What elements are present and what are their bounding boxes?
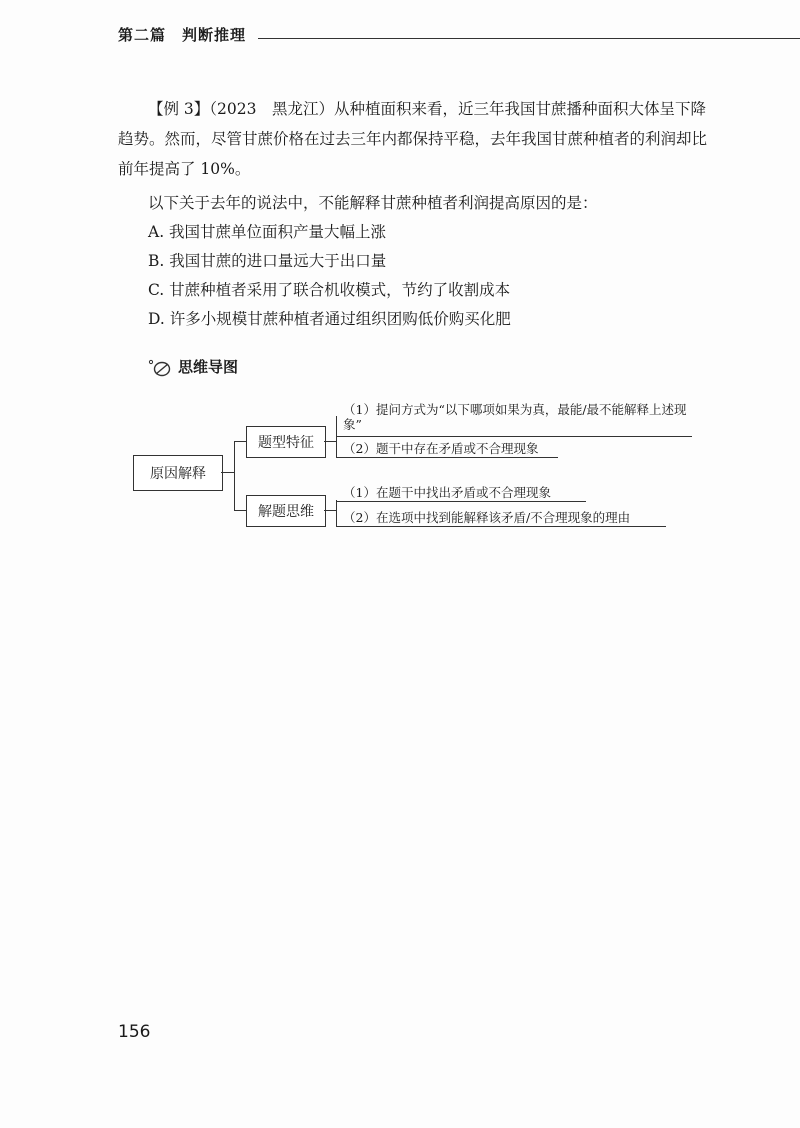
mindmap-root: 原因解释 bbox=[133, 455, 223, 491]
branch-2-item-2: （2）在选项中找到能解释该矛盾/不合理现象的理由 bbox=[343, 510, 631, 525]
question-block bbox=[118, 94, 718, 334]
question-stem: 【例 3】（2023 黑龙江）从种植面积来看，近三年我国甘蔗播种面积大体呈下降趋势。然而，尽管甘蔗价格在过去三年内都保持平稳，去年我国甘蔗种植者的利润却比前年提高了 10%。 bbox=[118, 100, 708, 178]
header-rule bbox=[258, 38, 800, 39]
connector bbox=[234, 441, 246, 442]
item-underline bbox=[336, 501, 586, 502]
leaf-icon bbox=[148, 359, 172, 377]
branch-1-item-2: （2）题干中存在矛盾或不合理现象 bbox=[343, 441, 539, 456]
item-underline bbox=[336, 457, 558, 458]
connector bbox=[336, 416, 337, 458]
mindmap-title-text: 思维导图 bbox=[178, 358, 239, 376]
connector bbox=[234, 441, 235, 511]
item-underline bbox=[336, 436, 692, 437]
connector bbox=[324, 510, 336, 511]
option-a: A. 我国甘蔗单位面积产量大幅上涨 bbox=[148, 223, 387, 241]
option-c: C. 甘蔗种植者采用了联合机收模式，节约了收割成本 bbox=[148, 281, 511, 299]
page-header bbox=[118, 24, 718, 48]
option-b: B. 我国甘蔗的进口量远大于出口量 bbox=[148, 252, 387, 270]
mindmap-title bbox=[148, 356, 238, 377]
option-d: D. 许多小规模甘蔗种植者通过组织团购低价购买化肥 bbox=[148, 310, 511, 328]
page-number: 156 bbox=[118, 1022, 151, 1042]
chapter-label: 第二篇 判断推理 bbox=[118, 26, 247, 44]
mindmap-branch-1: 题型特征 bbox=[246, 426, 326, 458]
connector bbox=[221, 472, 234, 473]
connector bbox=[324, 441, 336, 442]
branch-1-item-1: （1）提问方式为“以下哪项如果为真，最能/最不能解释上述现象” bbox=[343, 402, 687, 432]
connector bbox=[234, 510, 246, 511]
branch-2-item-1: （1）在题干中找出矛盾或不合理现象 bbox=[343, 485, 551, 500]
connector bbox=[336, 500, 337, 526]
mindmap-branch-2: 解题思维 bbox=[246, 495, 326, 527]
question-prompt: 以下关于去年的说法中，不能解释甘蔗种植者利润提高原因的是： bbox=[148, 194, 598, 212]
item-underline bbox=[336, 526, 666, 527]
